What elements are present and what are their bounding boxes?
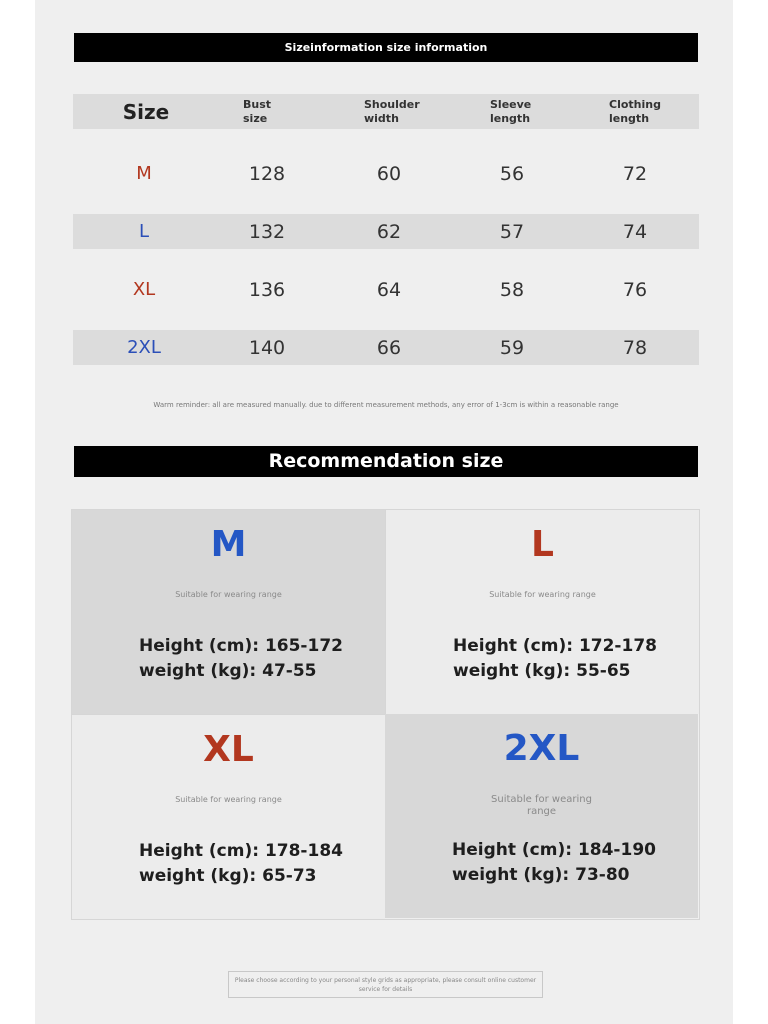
row-sleeve: 56: [499, 162, 525, 185]
card-height: Height (cm): 178-184: [139, 841, 343, 861]
row-bust: 132: [248, 220, 286, 243]
table-row: [73, 272, 699, 307]
card-size-label: XL: [203, 729, 254, 770]
row-size: 2XL: [127, 337, 161, 358]
row-size: M: [136, 163, 152, 184]
row-length: 78: [622, 336, 648, 359]
table-row: [73, 330, 699, 365]
row-shoulder: 64: [376, 278, 402, 301]
row-length: 76: [622, 278, 648, 301]
row-bust: 128: [248, 162, 286, 185]
row-sleeve: 59: [499, 336, 525, 359]
row-sleeve: 58: [499, 278, 525, 301]
footer-text: Please choose according to your personal style grids as appropriate, please consult online customer service for details: [234, 976, 537, 993]
recommendation-banner: Recommendation size: [74, 446, 698, 477]
card-height: Height (cm): 184-190: [452, 840, 656, 860]
card-suitable-text: Suitable for wearing range: [175, 590, 282, 599]
card-size-label: 2XL: [503, 728, 580, 769]
card-size-label: M: [210, 524, 247, 565]
recommendation-card-xl: [72, 714, 385, 919]
card-weight: weight (kg): 47-55: [139, 661, 317, 681]
card-height: Height (cm): 165-172: [139, 636, 343, 656]
header-bust: Bust size: [243, 97, 272, 125]
recommendation-grid: [71, 509, 700, 920]
recommendation-card-2xl: [385, 714, 698, 918]
card-suitable-text: Suitable for wearing range: [175, 795, 282, 804]
row-bust: 140: [248, 336, 286, 359]
card-size-label: L: [531, 524, 554, 565]
row-length: 74: [622, 220, 648, 243]
table-header-row: [73, 94, 699, 129]
card-weight: weight (kg): 65-73: [139, 866, 317, 886]
header-shoulder: Shoulder width: [364, 97, 420, 125]
header-size: Size: [122, 99, 170, 124]
header-sleeve: Sleeve length: [490, 97, 532, 125]
table-row: [73, 214, 699, 249]
measurement-reminder: Warm reminder: all are measured manually. due to different measurement methods, any error of 1-3cm is within a reasonable range: [153, 401, 619, 409]
row-shoulder: 66: [376, 336, 402, 359]
size-info-banner: Sizeinformation size information: [74, 33, 698, 62]
row-shoulder: 60: [376, 162, 402, 185]
recommendation-card-l: [385, 510, 699, 714]
card-height: Height (cm): 172-178: [453, 636, 657, 656]
card-suitable-text: Suitable for wearing range: [491, 794, 592, 817]
card-weight: weight (kg): 55-65: [453, 661, 631, 681]
table-row: [73, 156, 699, 191]
row-size: L: [138, 221, 150, 242]
row-shoulder: 62: [376, 220, 402, 243]
recommendation-card-m: [72, 510, 385, 714]
row-bust: 136: [248, 278, 286, 301]
header-clothing: Clothing length: [609, 97, 661, 125]
footer-note: [228, 971, 543, 998]
row-length: 72: [622, 162, 648, 185]
card-suitable-text: Suitable for wearing range: [489, 590, 596, 599]
row-sleeve: 57: [499, 220, 525, 243]
card-weight: weight (kg): 73-80: [452, 865, 630, 885]
row-size: XL: [132, 279, 156, 300]
